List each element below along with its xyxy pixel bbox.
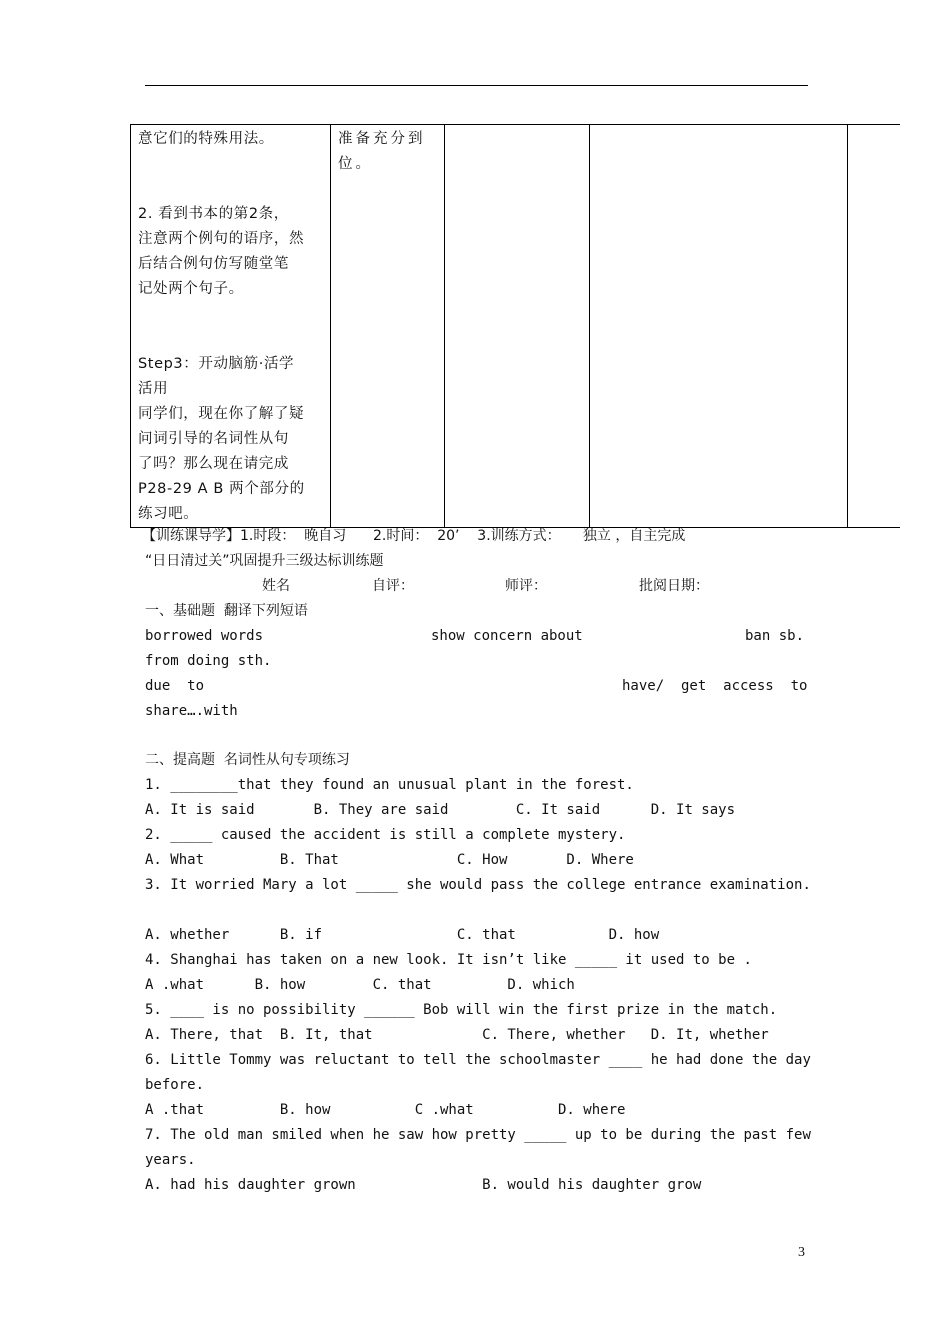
step3-line: 了吗？那么现在请完成 xyxy=(138,456,289,472)
header-rule xyxy=(145,85,808,86)
step3-title: 活用 xyxy=(138,381,169,397)
table-cell-requirement xyxy=(331,125,445,528)
requirement-line: 位。 xyxy=(338,156,373,172)
question-line: years. xyxy=(145,1152,196,1168)
cell-intro: 意它们的特殊用法。 xyxy=(138,131,274,147)
page-number: 3 xyxy=(798,1245,805,1260)
question-line: 3. It worried Mary a lot _____ she would pass the college entrance examination. xyxy=(145,877,811,893)
question-line: A. It is said B. They are said C. It said D. It says xyxy=(145,802,736,818)
table-cell-steps xyxy=(131,125,331,528)
question-line: A .what B. how C. that D. which xyxy=(145,977,575,993)
phrase: share….with xyxy=(145,703,238,719)
question-line: A. had his daughter grown B. would his daughter grow xyxy=(145,1177,702,1193)
question-line: A. whether B. if C. that D. how xyxy=(145,927,660,943)
question-line: A .that B. how C .what D. where xyxy=(145,1102,626,1118)
phrase: ban sb. xyxy=(745,628,805,644)
question-line: 4. Shanghai has taken on a new look. It isn’t like _____ it used to be . xyxy=(145,952,752,968)
question-line: 6. Little Tommy was reluctant to tell the schoolmaster ____ he had done the day xyxy=(145,1052,811,1068)
question-line: A. There, that B. It, that C. There, whether D. It, whether xyxy=(145,1027,769,1043)
question-line: A. What B. That C. How D. Where xyxy=(145,852,634,868)
table-cell-empty xyxy=(848,125,900,528)
table-cell-empty xyxy=(590,125,848,528)
phrase: borrowed words xyxy=(145,628,264,644)
training-title: “日日清过关”巩固提升三级达标训练题 xyxy=(145,553,384,569)
section1-title: 一、基础题 翻译下列短语 xyxy=(145,603,308,619)
field-self-eval: 自评： xyxy=(372,578,414,594)
question-line: 2. _____ caused the accident is still a complete mystery. xyxy=(145,827,626,843)
section2-title: 二、提高题 名词性从句专项练习 xyxy=(145,752,350,768)
step3-line: P28-29 A B 两个部分的 xyxy=(138,481,305,497)
field-review-date: 批阅日期： xyxy=(639,578,709,594)
step3-line: 练习吧。 xyxy=(138,506,199,522)
phrase: show concern about xyxy=(431,628,583,644)
requirement-line: 准备充分到 xyxy=(338,131,426,147)
training-header: 【训练课导学】1.时段： 晚自习 2.时间： 20’ 3.训练方式： 独立 ，自主完成 xyxy=(142,528,686,544)
table-cell-empty xyxy=(445,125,590,528)
step3-line: 问词引导的名词性从句 xyxy=(138,431,289,447)
step2-line: 注意两个例句的语序，然 xyxy=(138,231,305,247)
step3-line: 同学们，现在你了解了疑 xyxy=(138,406,305,422)
step3-title: Step3：开动脑筋·活学 xyxy=(138,356,295,372)
question-line: 5. ____ is no possibility ______ Bob will win the first prize in the match. xyxy=(145,1002,778,1018)
phrase: from doing sth. xyxy=(145,653,272,669)
question-line: 1. ________that they found an unusual plant in the forest. xyxy=(145,777,634,793)
phrase: due to xyxy=(145,678,205,694)
step2-line: 后结合例句仿写随堂笔 xyxy=(138,256,289,272)
lesson-plan-table xyxy=(130,124,900,528)
phrase: have/ get access to xyxy=(622,678,808,694)
question-line: 7. The old man smiled when he saw how pretty _____ up to be during the past few xyxy=(145,1127,811,1143)
step2-line: 2. 看到书本的第2条， xyxy=(138,206,289,222)
question-line: before. xyxy=(145,1077,205,1093)
step2-line: 记处两个句子。 xyxy=(138,281,244,297)
field-teacher-eval: 师评： xyxy=(505,578,547,594)
field-name: 姓名 xyxy=(262,578,290,594)
